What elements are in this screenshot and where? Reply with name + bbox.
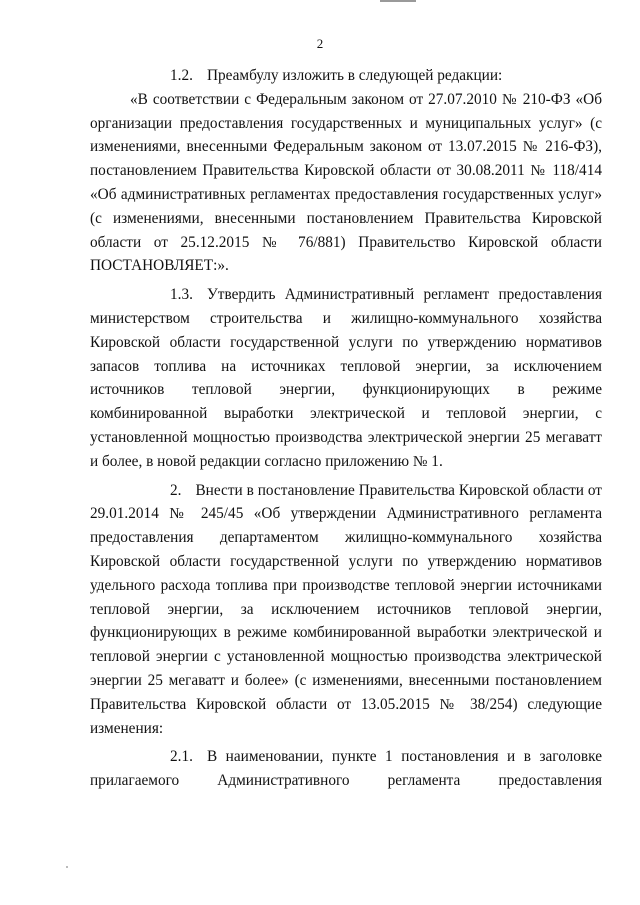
paragraph-text: Преамбулу изложить в следующей редакции:: [206, 67, 503, 84]
paragraph-number: 1.2.: [170, 67, 193, 84]
paragraph-number: 1.3.: [170, 286, 193, 304]
document-body: [90, 64, 602, 793]
paragraph-number: 2.1.: [170, 748, 193, 766]
paragraph-text: Внести в постановление Правительства Кировской области от 29.01.2014 № 245/45 «Об утверждении Административного регламента предоставления департаментом жилищно-коммунального хозяйства Кировской области государственной услуги по утверждению нормативов удельного расхода топлива при производстве тепловой энергии источниками тепловой энергии, за исключением источников тепловой энергии, функционирующих в режиме комбинированной выработки электрической и тепловой энергии с установленной мощностью производства электрической энергии 25 мегаватт и более» (с изменениями, внесенными постановлением Правительства Кировской области от 13.05.2015 № 38/254) следующие изменения:: [90, 481, 602, 737]
paragraph-number: 2.: [170, 481, 182, 499]
paragraph-text: «В соответствии с Федеральным законом от 27.07.2010 № 210-ФЗ «Об организации предоставления государственных и муниципальных услуг» (с изменениями, внесенными Федеральным законом от 13.07.2015 № 216-ФЗ), постановлением Правительства Кировской области от 30.08.2011 № 118/414 «Об административных регламентах предоставления государственных услуг» (с изменениями, внесенными постановлением Правительства Кировской области от 25.12.2015 № 76/881) Правительство Кировской области ПОСТАНОВЛЯЕТ:».: [90, 90, 602, 275]
page-number: 2: [316, 36, 324, 51]
paragraph-1-2: [90, 64, 602, 88]
paragraph-1-3: [90, 283, 602, 473]
paragraph-text: В наименовании, пункте 1 постановления и в заголовке прилагаемого Административного регламента предоставления: [90, 748, 602, 790]
paragraph-2-1: [90, 745, 602, 793]
paragraph-text: Утвердить Административный регламент предоставления министерством строительства и жилищно-коммунального хозяйства Кировской области государственной услуги по утверждению нормативов запасов топлива на источниках тепловой энергии, за исключением источников тепловой энергии, функционирующих в режиме комбинированной выработки электрической и тепловой энергии, с установленной мощностью производства электрической энергии 25 мегаватт и более, в новой редакции согласно приложению № 1.: [90, 286, 602, 470]
scan-speck: [66, 866, 68, 868]
paragraph-2: [90, 479, 602, 741]
scan-artifact-mark: [380, 0, 416, 2]
preamble-quote: [90, 88, 602, 278]
